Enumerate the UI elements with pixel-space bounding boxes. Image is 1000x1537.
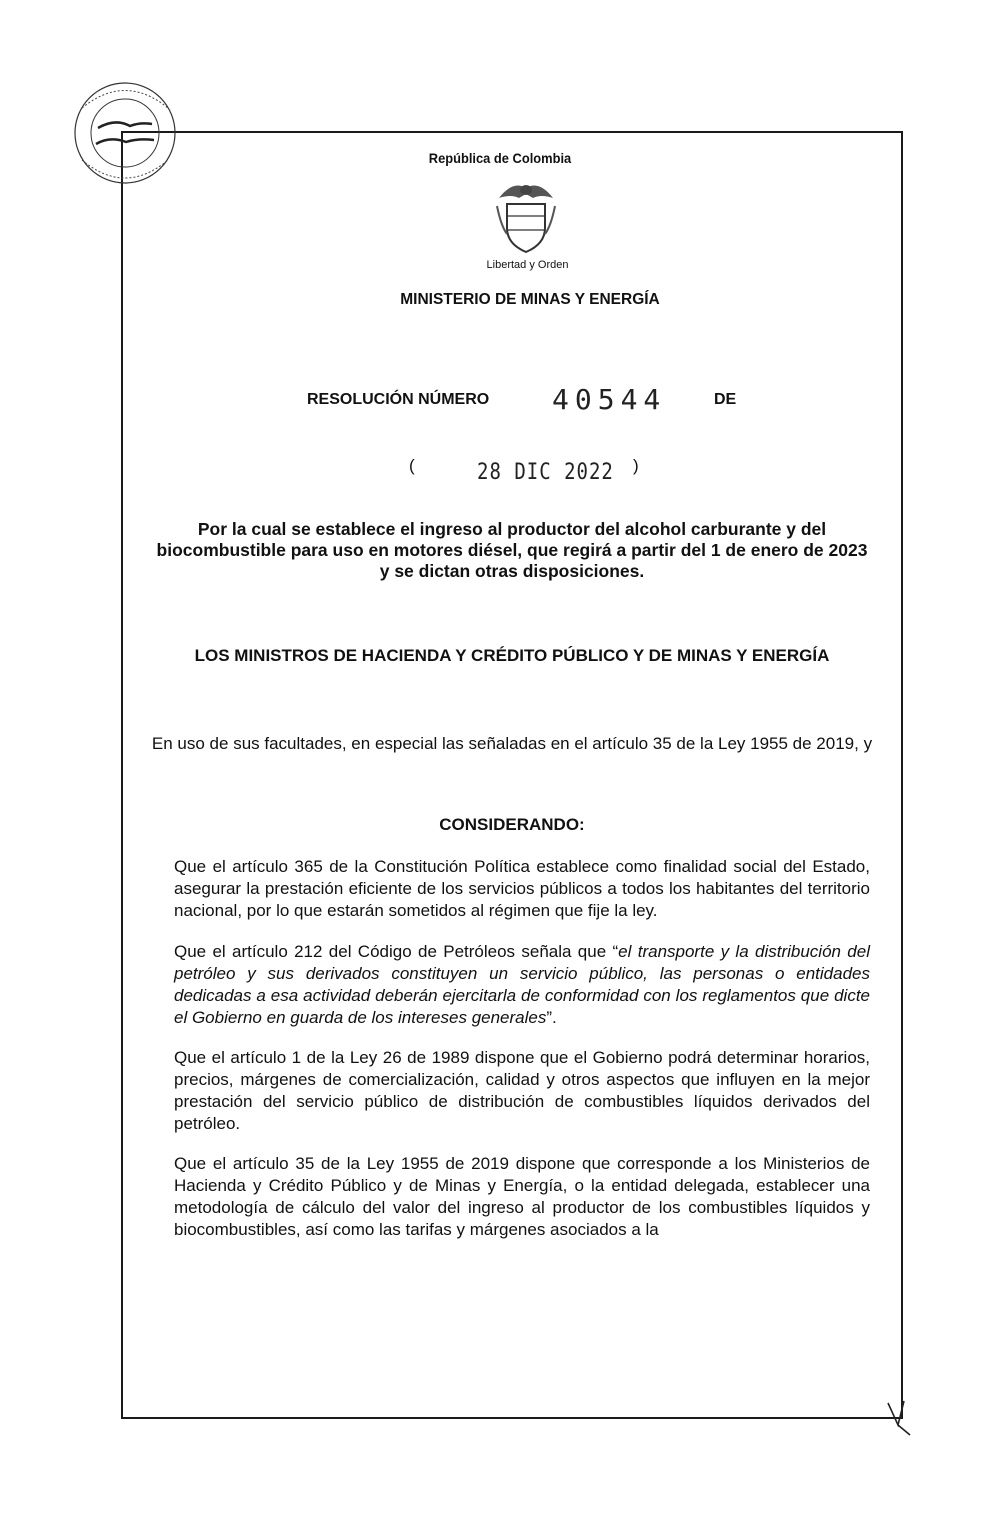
- paragraph-4: Que el artículo 35 de la Ley 1955 de 2019 dispone que corresponde a los Ministerios de Hacienda y Crédito Público y de Minas y Energía, o la entidad delegada, establecer una metodología de cálculo del valor del ingreso al productor de los combustibles líquidos y biocombustibles, así como las tarifas y márgenes asociados a la: [174, 1154, 870, 1239]
- resolution-label: RESOLUCIÓN NÚMERO: [307, 391, 490, 408]
- resolution-number: 40544: [552, 383, 667, 416]
- ministry-heading: MINISTERIO DE MINAS Y ENERGÍA: [400, 291, 660, 308]
- date-paren-open: (: [409, 456, 415, 475]
- ministers-heading: LOS MINISTROS DE HACIENDA Y CRÉDITO PÚBLICO Y DE MINAS Y ENERGÍA: [194, 646, 830, 665]
- paragraph-2: [174, 941, 870, 1029]
- country-heading: República de Colombia: [428, 150, 572, 166]
- resolution-title: Por la cual se establece el ingreso al productor del alcohol carburante y del biocombustible para uso en motores diésel, que regirá a partir del 1 de enero de 2023 y se dictan otras disposiciones.: [156, 519, 868, 581]
- paragraph-3: Que el artículo 1 de la Ley 26 de 1989 dispone que el Gobierno podrá determinar horarios, precios, márgenes de comercialización, calidad y otros aspectos que influyen en la mejor prestación del servicio público de distribución de combustibles líquidos derivados del petróleo.: [174, 1048, 870, 1133]
- stamp-seal: [70, 78, 180, 188]
- usage-clause: En uso de sus facultades, en especial las señaladas en el artículo 35 de la Ley 1955 de 2019, y: [151, 734, 873, 753]
- paragraph-2-quote: el transporte y la distribución del petróleo y sus derivados constituyen un servicio público, las personas o entidades dedicadas a esa actividad deberán ejercitarla de conformidad con los reglamentos que dicte el Gobierno en guarda de los intereses generales: [174, 942, 870, 1027]
- paragraph-1: Que el artículo 365 de la Constitución Política establece como finalidad social del Estado, asegurar la prestación eficiente de los servicios públicos a todos los habitantes del territorio nacional, por lo que estarán sometidos al régimen que fije la ley.: [174, 857, 870, 920]
- date-paren-close: ): [633, 456, 639, 475]
- motto-text: Libertad y Orden: [486, 259, 569, 271]
- considerando-heading: CONSIDERANDO:: [439, 815, 585, 834]
- resolution-de-label: DE: [714, 391, 737, 408]
- coat-of-arms-icon: [493, 176, 559, 256]
- paragraph-2-intro: Que el artículo 212 del Código de Petróleos señala que “: [174, 942, 619, 961]
- resolution-date: 28 DIC 2022: [477, 459, 614, 485]
- paragraph-2-end: ”.: [546, 1008, 557, 1027]
- initial-mark: [884, 1395, 918, 1437]
